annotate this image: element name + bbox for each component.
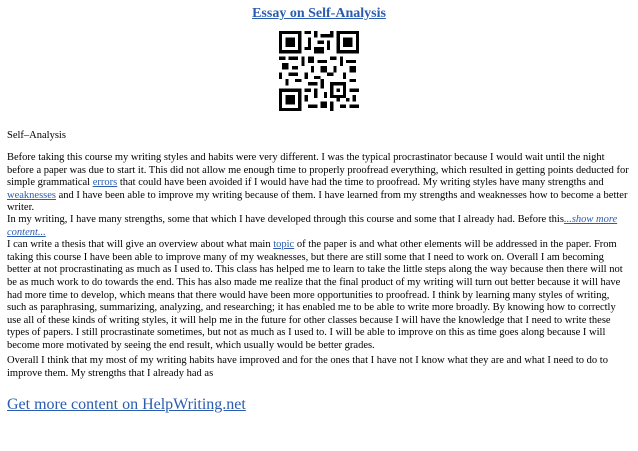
get-more-content-link[interactable]: Get more content on HelpWriting.net [7, 396, 246, 413]
text-segment: I can write a thesis that will give an overview about what main [7, 239, 274, 251]
paragraph-conclusion: Overall I think that my most of my writing habits have improved and for the ones that I have not I know what they are and what I need to do to improve them. My strengths that I already had as [7, 355, 608, 379]
page-title[interactable]: Essay on Self-Analysis [252, 6, 386, 21]
section-heading: Self–Analysis [7, 130, 66, 141]
qr-code-icon [279, 31, 359, 111]
text-segment: that could have been avoided if I would have had the time to proofread. My writing styles have many strengths and [117, 177, 604, 189]
link-weaknesses[interactable]: weaknesses [7, 189, 56, 201]
text-segment: In my writing, I have many strengths, some that which I have developed through this course and some that I already had. Before this [7, 214, 564, 225]
text-segment: Before taking this course my writing styles and habits were very different. I was the typical procrastinator because I would wait until the night before a paper was due to start it. This did not allow me enough time to properly proofread everything, which resulted in getting points deducted for simple grammatical [7, 152, 629, 189]
text-segment: of the paper is and what other elements will be addressed in the paper. From taking this course I have been able to improve many of my weaknesses, but there are still some that I need to work on. Overall I am becoming better at not procrastinating as much as I used to. This class has helped me to learn to take the little steps along the way because then there will not be as much work to do towards the end. This has also made me realize that the final product of my writing will turn out better because it will have had more time to develop, which means that there would have been more opportunities to proofread. I think by learning many styles of writing, such as paraphrasing, summarizing, analyzing, and researching; it has enabled me to be able to write more broadly. By knowing how to correctly use all of these kinds of writing styles, it will help me in the future for other classes because I will have the knowledge that I need to write these types of papers. I still procrastinate sometimes, but not as much as I used to. I will be able to improve on this as time goes along because I will become more motivated by seeing the end result, which usually would be better grades. [7, 239, 623, 351]
paragraph-intro [7, 152, 629, 215]
show-more-link[interactable]: ...show more content... [7, 214, 618, 238]
link-topic[interactable]: topic [273, 239, 295, 251]
text-segment: and I have been able to improve my writing because of them. I have learned from my strengths and weaknesses how to become a better writer. [7, 189, 628, 214]
paragraph-strengths [7, 214, 629, 353]
link-errors[interactable]: errors [92, 177, 118, 189]
